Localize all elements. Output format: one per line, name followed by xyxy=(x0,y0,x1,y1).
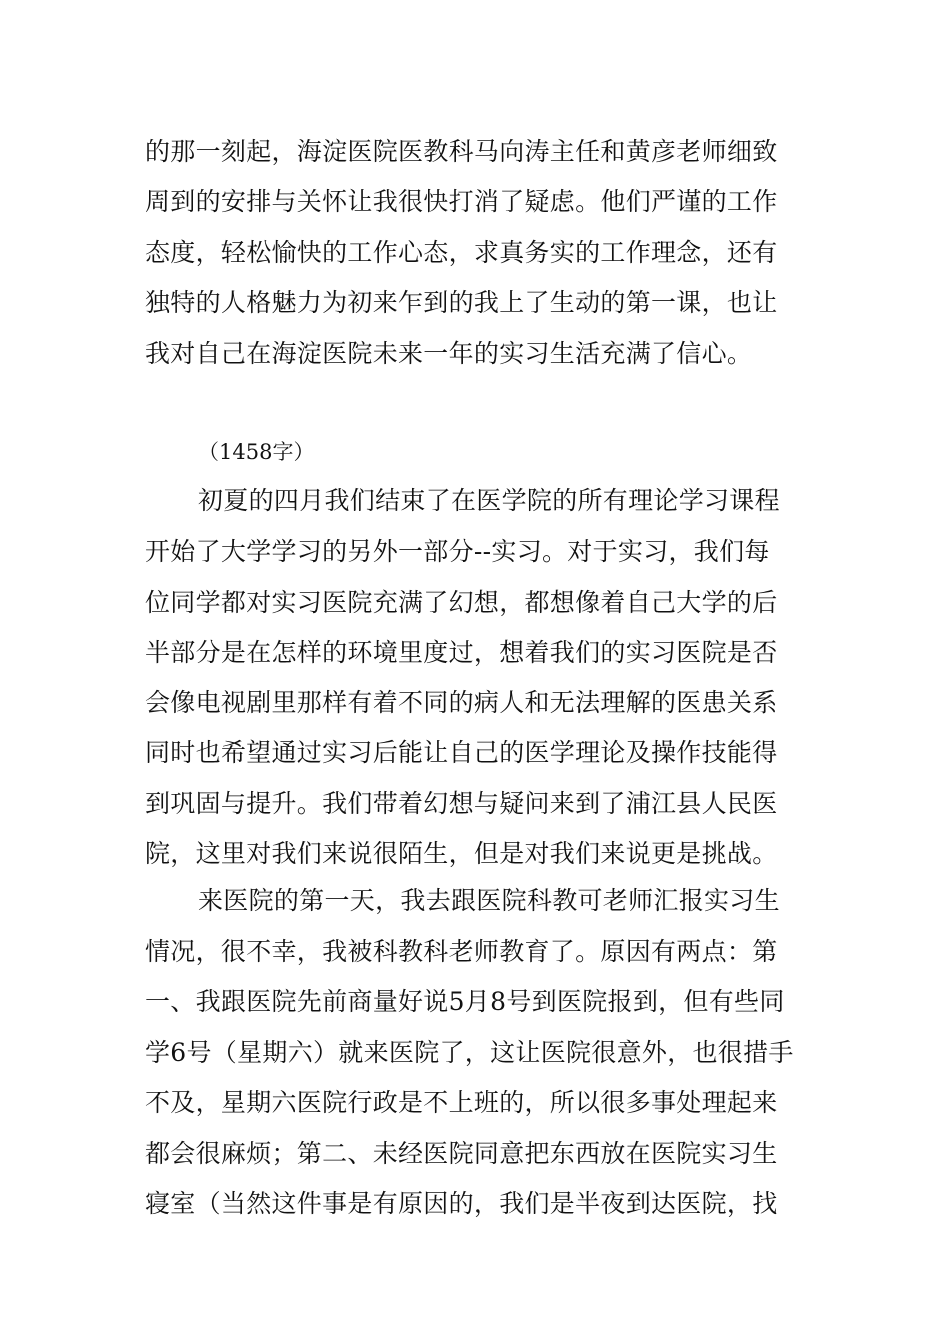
text-line: 我对自己在海淀医院未来一年的实习生活充满了信心。 xyxy=(145,339,753,368)
text-line: 来医院的第一天，我去跟医院科教可老师汇报实习生 xyxy=(198,886,780,915)
text-line: 的那一刻起，海淀医院医教科马向涛主任和黄彦老师细致 xyxy=(145,137,778,166)
text-line: 态度，轻松愉快的工作心态，求真务实的工作理念，还有 xyxy=(145,238,778,267)
text-line: 会像电视剧里那样有着不同的病人和无法理解的医患关系 xyxy=(145,688,778,717)
text-line: 不及，星期六医院行政是不上班的，所以很多事处理起来 xyxy=(145,1088,778,1117)
text-line: 位同学都对实习医院充满了幻想，都想像着自己大学的后 xyxy=(145,588,778,617)
text-line: 学6号（星期六）就来医院了，这让医院很意外，也很措手 xyxy=(145,1038,794,1067)
text-line: 寝室（当然这件事是有原因的，我们是半夜到达医院，找 xyxy=(145,1189,778,1218)
text-line: 一、我跟医院先前商量好说5月8号到医院报到，但有些同 xyxy=(145,987,785,1016)
text-line: 半部分是在怎样的环境里度过，想着我们的实习医院是否 xyxy=(145,638,778,667)
text-line: 情况，很不幸，我被科教科老师教育了。原因有两点：第 xyxy=(145,937,778,966)
text-line: 同时也希望通过实习后能让自己的医学理论及操作技能得 xyxy=(145,738,778,767)
text-line: 到巩固与提升。我们带着幻想与疑问来到了浦江县人民医 xyxy=(145,789,778,818)
text-line: 开始了大学学习的另外一部分--实习。对于实习，我们每 xyxy=(145,537,770,566)
text-line: 周到的安排与关怀让我很快打消了疑虑。他们严谨的工作 xyxy=(145,187,778,216)
text-line: 独特的人格魅力为初来乍到的我上了生动的第一课，也让 xyxy=(145,288,778,317)
word-count: （1458字） xyxy=(198,440,315,464)
text-line: 初夏的四月我们结束了在医学院的所有理论学习课程 xyxy=(198,486,780,515)
text-line: 院，这里对我们来说很陌生，但是对我们来说更是挑战。 xyxy=(145,839,778,868)
text-line: 都会很麻烦；第二、未经医院同意把东西放在医院实习生 xyxy=(145,1139,778,1168)
